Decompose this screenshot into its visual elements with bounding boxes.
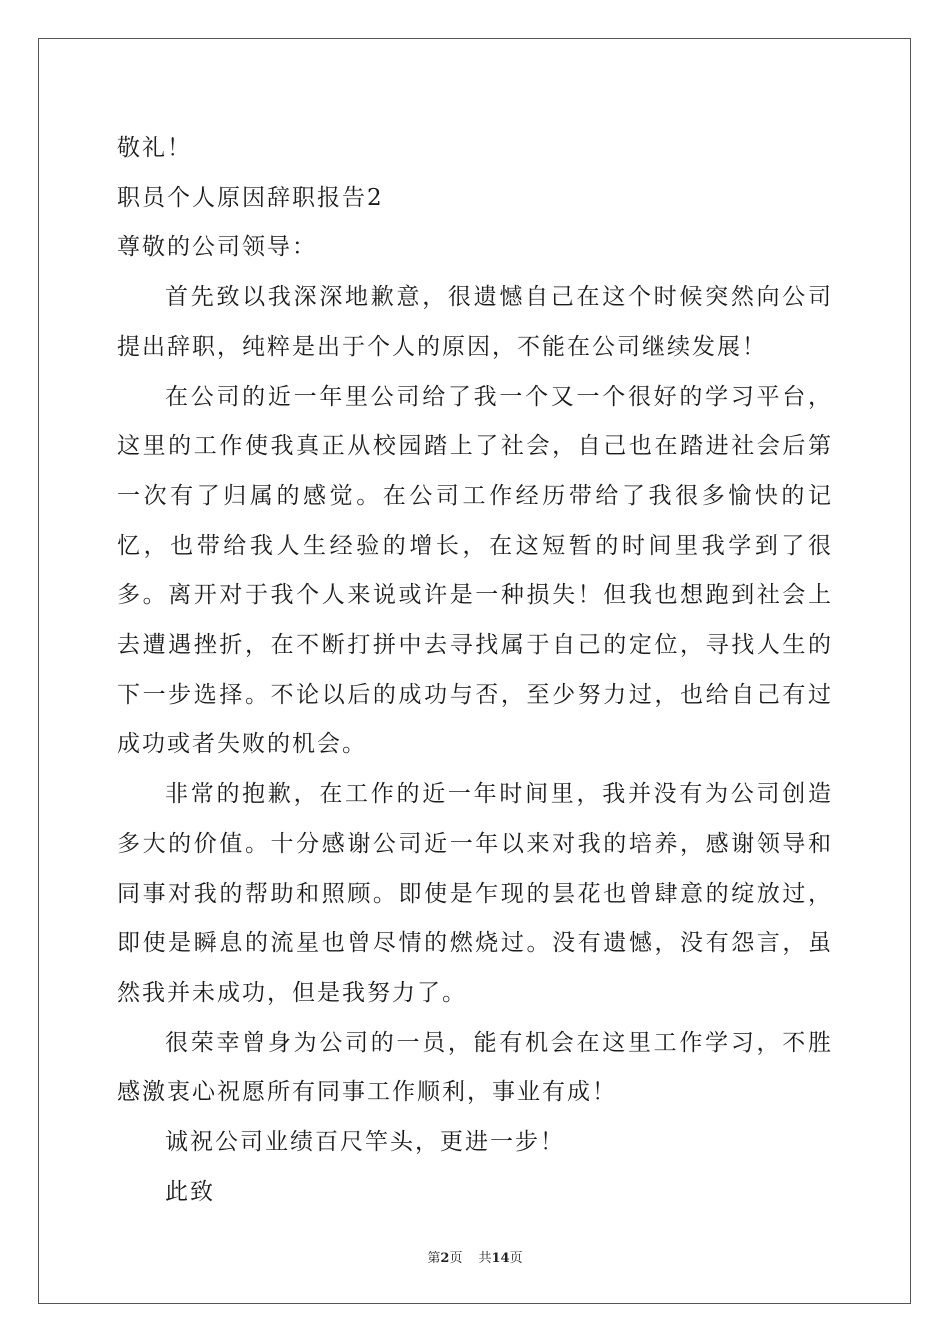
paragraph-apology: 首先致以我深深地歉意，很遗憾自己在这个时候突然向公司提出辞职，纯粹是出于个人的原因，不能在公司继续发展！ <box>117 284 833 360</box>
page-current-number: 2 <box>440 1251 450 1266</box>
paragraph-gratitude: 非常的抱歉，在工作的近一年时间里，我并没有为公司创造多大的价值。十分感谢公司近一年以来对我的培养，感谢领导和同事对我的帮助和照顾。即使是乍现的昙花也曾肆意的绽放过，即使是瞬息的流星也曾尽情的燃烧过。没有遗憾，没有怨言，虽然我并未成功，但是我努力了。 <box>117 781 833 1006</box>
page-prefix: 第 <box>427 1251 441 1266</box>
document-body <box>117 124 833 1217</box>
document-title: 职员个人原因辞职报告2 <box>117 184 384 211</box>
greeting-line: 尊敬的公司领导： <box>117 234 317 261</box>
page-footer <box>0 1247 950 1266</box>
paragraph-wishes: 很荣幸曾身为公司的一员，能有机会在这里工作学习，不胜感激衷心祝愿所有同事工作顺利，事业有成！ <box>117 1029 833 1106</box>
paragraph-experience: 在公司的近一年里公司给了我一个又一个很好的学习平台，这里的工作使我真正从校园踏上了社会，自己也在踏进社会后第一次有了归属的感觉。在公司工作经历带给了我很多愉快的记忆，也带给我人生经验的增长，在这短暂的时间里我学到了很多。离开对于我个人来说或许是一种损失！但我也想跑到社会上去遭遇挫折，在不断打拼中去寻找属于自己的定位，寻找人生的下一步选择。不论以后的成功与否，至少努力过，也给自己有过成功或者失败的机会。 <box>117 383 833 758</box>
paragraph-closing: 此致 <box>165 1178 215 1205</box>
total-suffix: 页 <box>509 1251 523 1266</box>
total-prefix: 共 <box>478 1251 492 1266</box>
page-suffix: 页 <box>449 1251 463 1266</box>
paragraph-blessing: 诚祝公司业绩百尺竿头，更进一步！ <box>165 1129 565 1156</box>
closing-salute-line: 敬礼！ <box>117 135 192 161</box>
page-total-number: 14 <box>491 1251 510 1266</box>
